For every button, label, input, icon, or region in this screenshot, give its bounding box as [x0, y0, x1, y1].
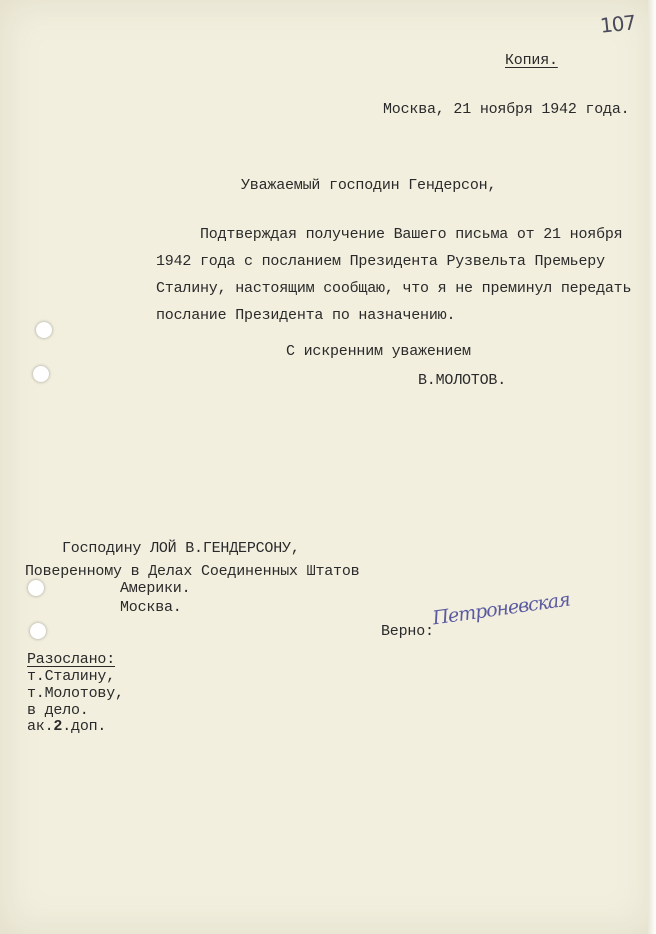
salutation: Уважаемый господин Гендерсон,: [241, 177, 497, 194]
signature-text: Петроневская: [431, 588, 572, 630]
addressee-line: Поверенному в Делах Соединенных Штатов: [25, 563, 360, 580]
copies-number: 2: [53, 718, 63, 735]
place-date: Москва, 21 ноября 1942 года.: [383, 101, 630, 118]
distribution-item: в дело.: [27, 702, 89, 719]
body-line: 1942 года с посланием Президента Рузвельта Премьеру: [156, 253, 605, 270]
copies-prefix: ак.: [27, 718, 54, 735]
distribution-item: т.Сталину,: [27, 668, 116, 685]
handwritten-signature: [431, 588, 571, 629]
punch-hole: [28, 580, 44, 596]
body-line: Подтверждая получение Вашего письма от 21 ноября: [200, 226, 623, 243]
punch-hole: [36, 322, 52, 338]
addressee-line: Господину ЛОЙ В.ГЕНДЕРСОНУ,: [62, 540, 300, 557]
copies-suffix: .доп.: [62, 718, 107, 735]
body-line: Сталину, настоящим сообщаю, что я не преминул передать: [156, 280, 632, 297]
copy-label: Копия.: [505, 52, 558, 69]
verification-label: Верно:: [381, 623, 434, 640]
body-line: послание Президента по назначению.: [156, 307, 456, 324]
signature-name: В.МОЛОТОВ.: [418, 372, 507, 389]
punch-hole: [33, 366, 49, 382]
page-edge: [648, 0, 656, 934]
distribution-item: т.Молотову,: [27, 685, 124, 702]
punch-hole: [30, 623, 46, 639]
addressee-line: Америки.: [120, 580, 191, 597]
closing: С искренним уважением: [286, 343, 471, 360]
page-number: 107: [598, 10, 637, 38]
addressee-city: Москва.: [120, 599, 182, 616]
distribution-title: Разослано:: [27, 651, 116, 668]
copies-count: [27, 718, 106, 735]
